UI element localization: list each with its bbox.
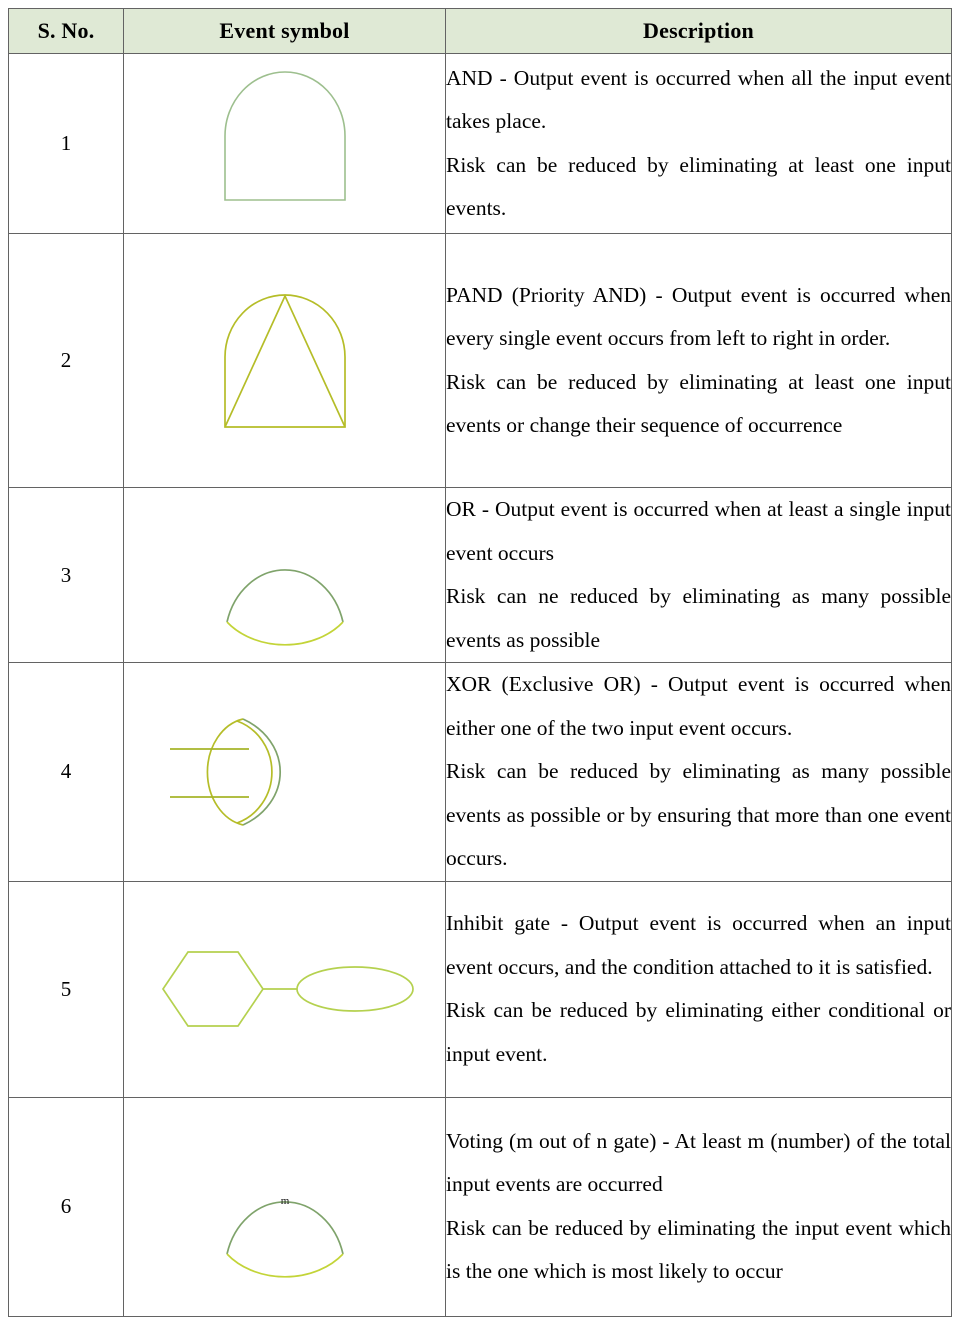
table-row xyxy=(9,1097,952,1316)
description-paragraph: Voting (m out of n gate) - At least m (number) of the total input events are occurred xyxy=(446,1128,951,1196)
voting-gate-symbol xyxy=(124,1142,445,1272)
pand-gate-symbol xyxy=(124,281,445,441)
row-symbol-cell xyxy=(124,663,446,882)
description-paragraph: Risk can be reduced by eliminating either conditional or input event. xyxy=(446,998,951,1066)
voting-gate-m-label: m xyxy=(280,1194,289,1207)
row-description-cell xyxy=(446,881,952,1097)
row-symbol-cell xyxy=(124,488,446,663)
xor-gate-symbol xyxy=(124,697,445,847)
row-description-cell xyxy=(446,663,952,882)
description-paragraph: Risk can be reduced by eliminating at least one input events. xyxy=(446,152,951,220)
or-gate-symbol xyxy=(124,510,445,640)
row-description-cell xyxy=(446,234,952,488)
table-header xyxy=(9,9,952,54)
description-paragraph: Risk can be reduced by eliminating at least one input events or change their sequence of occurrence xyxy=(446,369,951,437)
row-symbol-cell xyxy=(124,234,446,488)
column-header-sno: S. No. xyxy=(9,9,124,54)
column-header-description: Description xyxy=(446,9,952,54)
fault-tree-gate-table xyxy=(8,8,952,1317)
description-paragraph: Risk can be reduced by eliminating the input event which is the one which is most likely to occur xyxy=(446,1215,951,1283)
row-serial-number: 2 xyxy=(9,234,124,488)
table-row xyxy=(9,663,952,882)
table-row xyxy=(9,881,952,1097)
row-symbol-cell xyxy=(124,54,446,234)
row-description-cell xyxy=(446,54,952,234)
description-paragraph: Risk can be reduced by eliminating as many possible events as possible or by ensuring that more than one event occurs. xyxy=(446,759,951,870)
table-row xyxy=(9,54,952,234)
and-gate-symbol xyxy=(124,70,445,218)
column-header-event-symbol: Event symbol xyxy=(124,9,446,54)
table-row xyxy=(9,488,952,663)
table-header-row xyxy=(9,9,952,54)
row-serial-number: 5 xyxy=(9,881,124,1097)
table-body xyxy=(9,54,952,1317)
row-serial-number: 4 xyxy=(9,663,124,882)
row-symbol-cell xyxy=(124,881,446,1097)
description-paragraph: AND - Output event is occurred when all the input event takes place. xyxy=(446,65,951,133)
row-symbol-cell xyxy=(124,1097,446,1316)
row-serial-number: 6 xyxy=(9,1097,124,1316)
row-description-cell xyxy=(446,1097,952,1316)
table-row xyxy=(9,234,952,488)
description-paragraph: OR - Output event is occurred when at least a single input event occurs xyxy=(446,497,951,565)
description-paragraph: PAND (Priority AND) - Output event is occurred when every single event occurs from left to right in order. xyxy=(446,282,951,350)
description-paragraph: Inhibit gate - Output event is occurred when an input event occurs, and the condition attached to it is satisfied. xyxy=(446,911,951,979)
row-serial-number: 3 xyxy=(9,488,124,663)
inhibit-gate-symbol xyxy=(124,934,445,1044)
row-description-cell xyxy=(446,488,952,663)
description-paragraph: XOR (Exclusive OR) - Output event is occurred when either one of the two input event occurs. xyxy=(446,672,951,740)
row-serial-number: 1 xyxy=(9,54,124,234)
description-paragraph: Risk can ne reduced by eliminating as many possible events as possible xyxy=(446,584,951,652)
